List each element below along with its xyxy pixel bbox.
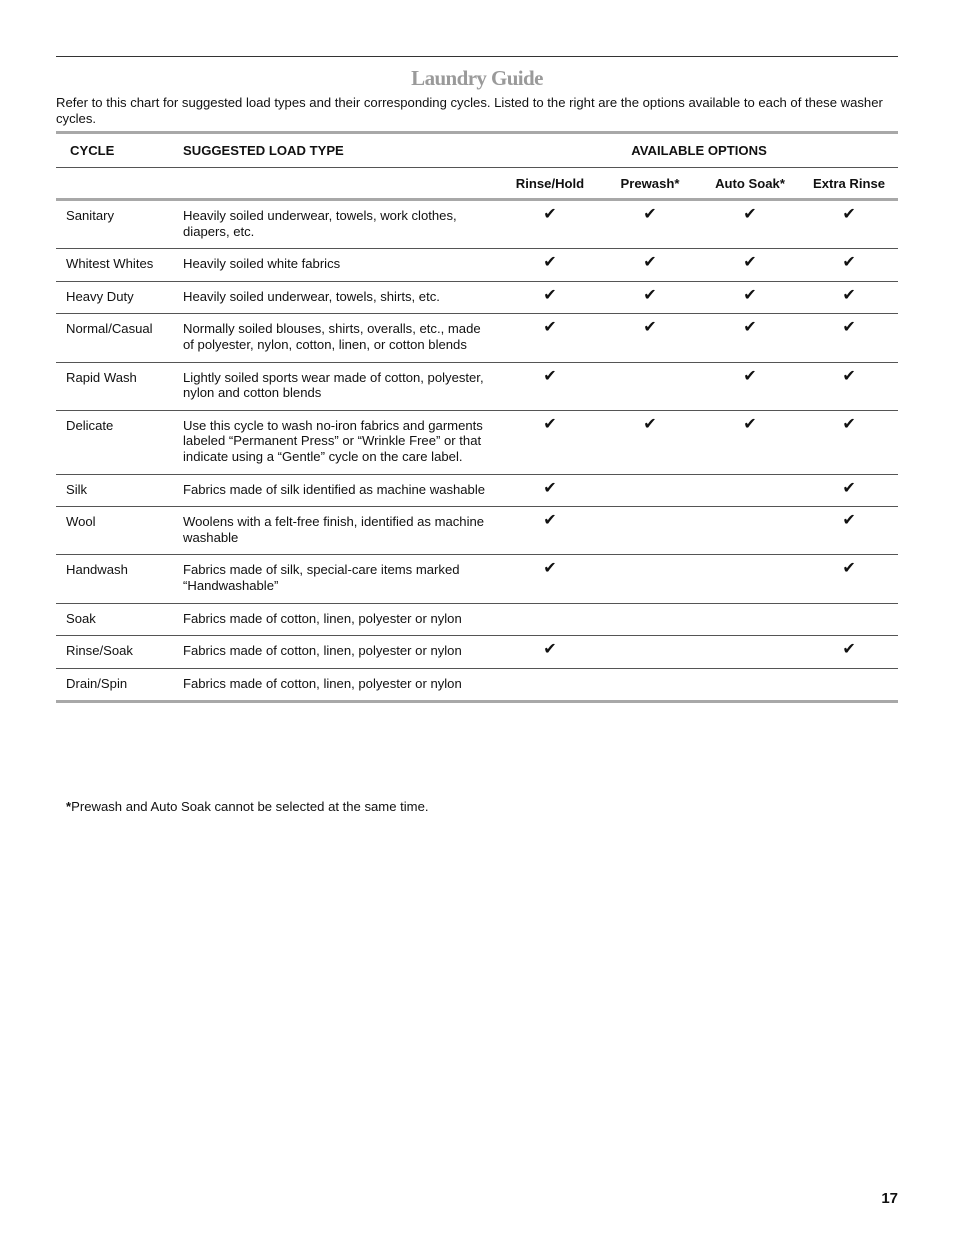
option-cell-rinse-hold — [500, 507, 600, 555]
top-rule — [56, 56, 898, 57]
load-type-column-header: SUGGESTED LOAD TYPE — [183, 133, 500, 168]
option-cell-prewash — [600, 249, 700, 282]
option-cell-auto-soak — [700, 555, 800, 603]
cycle-name: Sanitary — [56, 200, 183, 249]
option-cell-auto-soak — [700, 281, 800, 314]
checkmark-icon: ✔ — [743, 286, 757, 304]
option-cell-rinse-hold — [500, 668, 600, 702]
checkmark-icon: ✔ — [743, 415, 757, 433]
option-cell-rinse-hold — [500, 249, 600, 282]
cycle-name: Wool — [56, 507, 183, 555]
checkmark-icon: ✔ — [743, 206, 757, 223]
option-cell-extra-rinse — [800, 410, 898, 474]
option-cell-extra-rinse — [800, 362, 898, 410]
options-header-row — [56, 168, 898, 200]
option-cell-prewash — [600, 362, 700, 410]
checkmark-icon: ✔ — [543, 641, 557, 659]
option-cell-auto-soak — [700, 249, 800, 282]
option-header-rinse-hold: Rinse/Hold — [500, 168, 600, 200]
option-cell-prewash — [600, 636, 700, 669]
empty-header-cell — [56, 168, 183, 200]
checkmark-icon: ✔ — [643, 319, 657, 337]
option-cell-auto-soak — [700, 668, 800, 702]
checkmark-icon: ✔ — [842, 560, 856, 578]
option-cell-auto-soak — [700, 474, 800, 507]
load-type-description: Normally soiled blouses, shirts, overalls, etc., made of polyester, nylon, cotton, linen, or cotton blends — [183, 314, 500, 362]
option-cell-rinse-hold — [500, 636, 600, 669]
load-type-description: Heavily soiled white fabrics — [183, 249, 500, 282]
option-cell-rinse-hold — [500, 362, 600, 410]
checkmark-icon: ✔ — [543, 512, 557, 530]
option-cell-rinse-hold — [500, 200, 600, 249]
option-cell-auto-soak — [700, 200, 800, 249]
option-header-prewash: Prewash* — [600, 168, 700, 200]
checkmark-icon: ✔ — [543, 254, 557, 272]
option-cell-rinse-hold — [500, 281, 600, 314]
option-cell-extra-rinse — [800, 636, 898, 669]
laundry-guide-table — [56, 131, 898, 703]
option-cell-auto-soak — [700, 636, 800, 669]
checkmark-icon: ✔ — [543, 206, 557, 223]
checkmark-icon: ✔ — [842, 319, 856, 337]
checkmark-icon: ✔ — [543, 415, 557, 433]
page-title: Laundry Guide — [411, 66, 543, 90]
option-cell-prewash — [600, 281, 700, 314]
load-type-description: Fabrics made of cotton, linen, polyester or nylon — [183, 636, 500, 669]
empty-header-cell — [183, 168, 500, 200]
option-header-auto-soak: Auto Soak* — [700, 168, 800, 200]
option-cell-rinse-hold — [500, 474, 600, 507]
load-type-description: Heavily soiled underwear, towels, shirts, etc. — [183, 281, 500, 314]
option-cell-prewash — [600, 555, 700, 603]
cycle-name: Rapid Wash — [56, 362, 183, 410]
table-row — [56, 249, 898, 282]
option-cell-prewash — [600, 200, 700, 249]
load-type-description: Fabrics made of cotton, linen, polyester or nylon — [183, 603, 500, 636]
footnote-text: Prewash and Auto Soak cannot be selected at the same time. — [71, 799, 429, 814]
table-row — [56, 410, 898, 474]
checkmark-icon: ✔ — [543, 560, 557, 578]
load-type-description: Use this cycle to wash no-iron fabrics and garments labeled “Permanent Press” or “Wrinkle Free” or that indicate using a “Gentle” cycle on the care label. — [183, 410, 500, 474]
option-cell-prewash — [600, 603, 700, 636]
checkmark-icon: ✔ — [743, 319, 757, 337]
table-body — [56, 200, 898, 702]
checkmark-icon: ✔ — [842, 512, 856, 530]
option-cell-rinse-hold — [500, 603, 600, 636]
checkmark-icon: ✔ — [743, 367, 757, 385]
checkmark-icon: ✔ — [543, 319, 557, 337]
checkmark-icon: ✔ — [643, 206, 657, 223]
load-type-description: Woolens with a felt-free finish, identified as machine washable — [183, 507, 500, 555]
option-cell-extra-rinse — [800, 507, 898, 555]
available-options-header: AVAILABLE OPTIONS — [500, 133, 898, 168]
table-row — [56, 668, 898, 702]
checkmark-icon: ✔ — [543, 286, 557, 304]
cycle-name: Normal/Casual — [56, 314, 183, 362]
option-cell-prewash — [600, 474, 700, 507]
intro-paragraph: Refer to this chart for suggested load types and their corresponding cycles. Listed to the right are the options available to each of these washer cycles. — [56, 95, 883, 126]
cycle-name: Silk — [56, 474, 183, 507]
footnote — [66, 799, 429, 814]
load-type-description: Heavily soiled underwear, towels, work clothes, diapers, etc. — [183, 200, 500, 249]
cycle-name: Handwash — [56, 555, 183, 603]
checkmark-icon: ✔ — [842, 254, 856, 272]
option-cell-extra-rinse — [800, 474, 898, 507]
table-row — [56, 507, 898, 555]
checkmark-icon: ✔ — [643, 286, 657, 304]
footnote-marker: * — [66, 799, 72, 814]
option-cell-prewash — [600, 410, 700, 474]
table-row — [56, 636, 898, 669]
table-row — [56, 362, 898, 410]
option-cell-extra-rinse — [800, 314, 898, 362]
checkmark-icon: ✔ — [842, 286, 856, 304]
option-cell-rinse-hold — [500, 410, 600, 474]
checkmark-icon: ✔ — [543, 479, 557, 497]
table-row — [56, 281, 898, 314]
load-type-description: Lightly soiled sports wear made of cotton, polyester, nylon and cotton blends — [183, 362, 500, 410]
option-cell-auto-soak — [700, 507, 800, 555]
option-cell-prewash — [600, 314, 700, 362]
cycle-column-header: CYCLE — [56, 133, 183, 168]
option-cell-extra-rinse — [800, 200, 898, 249]
checkmark-icon: ✔ — [842, 415, 856, 433]
checkmark-icon: ✔ — [842, 367, 856, 385]
page-number: 17 — [881, 1190, 898, 1207]
checkmark-icon: ✔ — [842, 479, 856, 497]
checkmark-icon: ✔ — [643, 254, 657, 272]
cycle-name: Drain/Spin — [56, 668, 183, 702]
option-cell-extra-rinse — [800, 281, 898, 314]
cycle-name: Delicate — [56, 410, 183, 474]
option-cell-extra-rinse — [800, 249, 898, 282]
option-cell-extra-rinse — [800, 603, 898, 636]
option-cell-prewash — [600, 507, 700, 555]
option-cell-auto-soak — [700, 362, 800, 410]
cycle-name: Whitest Whites — [56, 249, 183, 282]
option-cell-extra-rinse — [800, 668, 898, 702]
checkmark-icon: ✔ — [842, 641, 856, 659]
option-header-extra-rinse: Extra Rinse — [800, 168, 898, 200]
cycle-name: Soak — [56, 603, 183, 636]
load-type-description: Fabrics made of cotton, linen, polyester or nylon — [183, 668, 500, 702]
cycle-name: Rinse/Soak — [56, 636, 183, 669]
table-row — [56, 474, 898, 507]
cycle-name: Heavy Duty — [56, 281, 183, 314]
table-row — [56, 314, 898, 362]
checkmark-icon: ✔ — [743, 254, 757, 272]
option-cell-extra-rinse — [800, 555, 898, 603]
table-row — [56, 555, 898, 603]
option-cell-prewash — [600, 668, 700, 702]
load-type-description: Fabrics made of silk, special-care items marked “Handwashable” — [183, 555, 500, 603]
table-row — [56, 200, 898, 249]
table-row — [56, 603, 898, 636]
checkmark-icon: ✔ — [643, 415, 657, 433]
option-cell-auto-soak — [700, 410, 800, 474]
option-cell-rinse-hold — [500, 314, 600, 362]
table-header-row — [56, 133, 898, 168]
option-cell-auto-soak — [700, 603, 800, 636]
load-type-description: Fabrics made of silk identified as machine washable — [183, 474, 500, 507]
checkmark-icon: ✔ — [842, 206, 856, 223]
checkmark-icon: ✔ — [543, 367, 557, 385]
option-cell-rinse-hold — [500, 555, 600, 603]
option-cell-auto-soak — [700, 314, 800, 362]
